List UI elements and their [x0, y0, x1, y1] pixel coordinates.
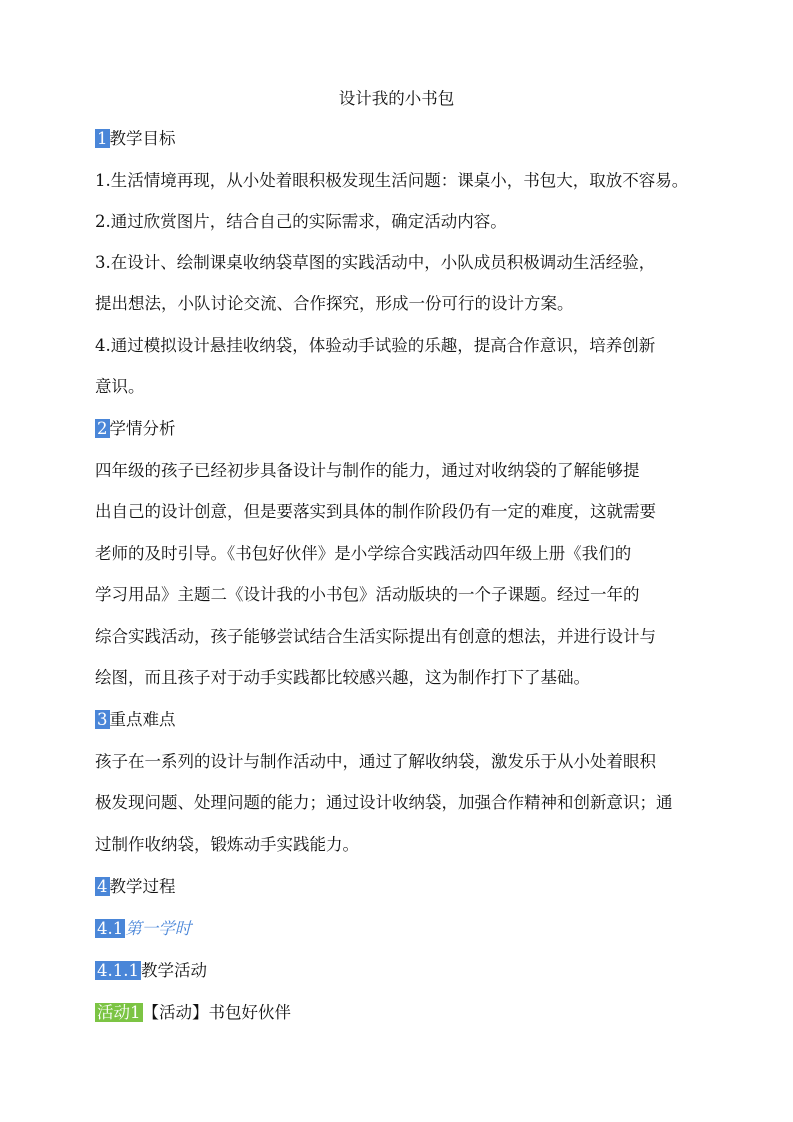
difficulty-line: 孩子在一系列的设计与制作活动中，通过了解收纳袋，激发乐于从小处着眼积 [95, 752, 656, 771]
heading-label: 学情分析 [109, 419, 176, 438]
heading-student-analysis [95, 418, 176, 440]
analysis-line: 老师的及时引导。《书包好伙伴》是小学综合实践活动四年级上册《我们的 [95, 544, 632, 563]
heading-number: 4 [97, 877, 108, 896]
goal-line: 2.通过欣赏图片，结合自己的实际需求，确定活动内容。 [95, 212, 507, 231]
document-title: 设计我的小书包 [338, 89, 455, 108]
analysis-line: 出自己的设计创意，但是要落实到具体的制作阶段仍有一定的难度，这就需要 [95, 502, 656, 521]
heading-number: 1 [97, 129, 108, 148]
analysis-line: 学习用品》主题二《设计我的小书包》活动版块的一个子课题。经过一年的 [95, 585, 640, 604]
difficulty-line: 极发现问题、处理问题的能力；通过设计收纳袋，加强合作精神和创新意识；通 [95, 793, 673, 812]
heading-key-difficulties [95, 709, 176, 731]
heading-label: 教学过程 [109, 877, 176, 896]
activity-label: 【活动】书包好伙伴 [142, 1003, 291, 1022]
heading-number: 4.1 [97, 919, 124, 938]
heading-label: 教学目标 [109, 129, 176, 148]
heading-teaching-goals [95, 128, 176, 150]
analysis-line: 四年级的孩子已经初步具备设计与制作的能力，通过对收纳袋的了解能够提 [95, 461, 640, 480]
heading-label: 教学活动 [140, 961, 207, 980]
heading-label: 第一学时 [125, 919, 192, 938]
heading-teaching-activity [95, 960, 207, 982]
heading-label: 重点难点 [109, 710, 176, 729]
heading-teaching-process [95, 876, 176, 898]
goal-line: 4.通过模拟设计悬挂收纳袋，体验动手试验的乐趣，提高合作意识，培养创新 [95, 336, 656, 355]
goal-line: 1.生活情境再现，从小处着眼积极发现生活问题：课桌小，书包大，取放不容易。 [95, 171, 689, 190]
activity-number: 活动1 [97, 1003, 141, 1022]
analysis-line: 绘图，而且孩子对于动手实践都比较感兴趣，这为制作打下了基础。 [95, 668, 590, 687]
heading-number: 3 [97, 710, 108, 729]
goal-line: 3.在设计、绘制课桌收纳袋草图的实践活动中，小队成员积极调动生活经验， [95, 253, 656, 272]
heading-first-period [95, 918, 191, 940]
goal-line: 意识。 [95, 377, 145, 396]
activity-heading [95, 1002, 291, 1024]
difficulty-line: 过制作收纳袋，锻炼动手实践能力。 [95, 835, 359, 854]
analysis-line: 综合实践活动，孩子能够尝试结合生活实际提出有创意的想法，并进行设计与 [95, 627, 656, 646]
heading-number: 2 [97, 419, 108, 438]
heading-number: 4.1.1 [97, 961, 139, 980]
goal-line: 提出想法，小队讨论交流、合作探究，形成一份可行的设计方案。 [95, 294, 574, 313]
